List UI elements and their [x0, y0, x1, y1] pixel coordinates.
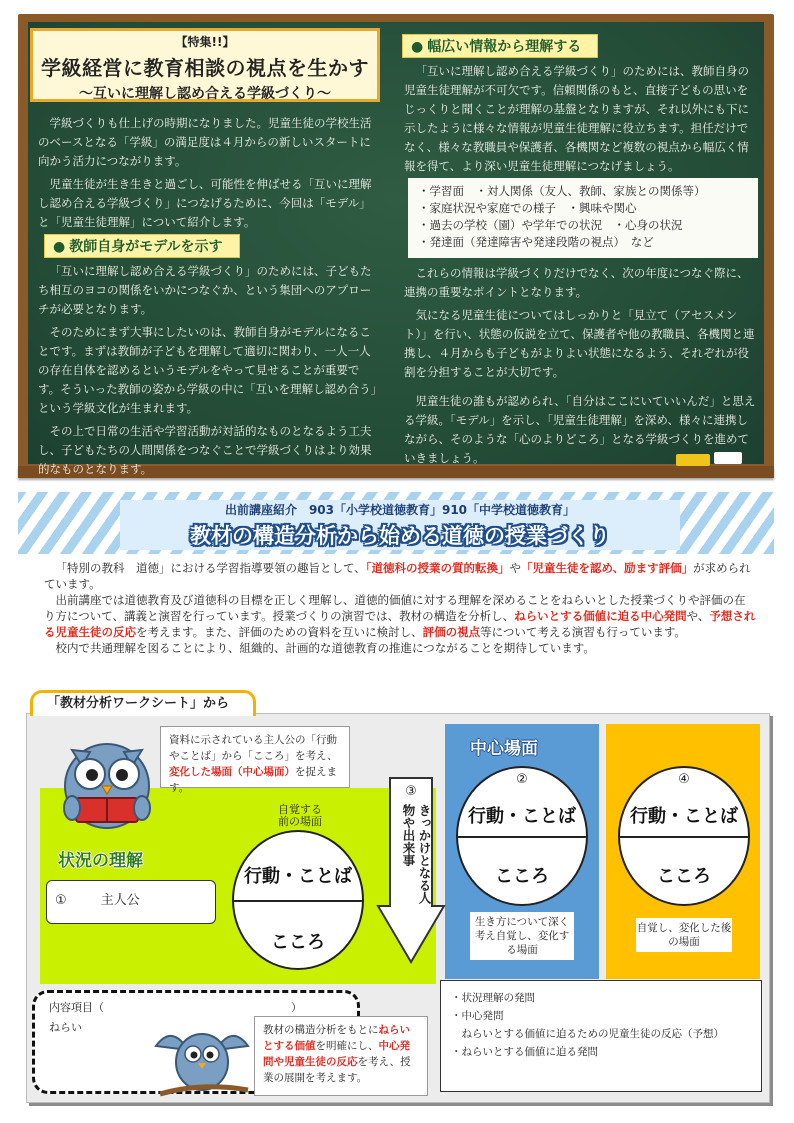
situation-label: 状況の理解	[58, 851, 143, 871]
lecture-p1-text: や	[509, 561, 522, 575]
lecture-highlight: ねらいとする価値に迫る中心発問	[514, 609, 687, 623]
section2-p3: 気になる児童生徒についてはしっかりと「見立て（アセスメント）」を行い、状態の仮説を立て、保護者や他の教職員、各機関と連携し、４月からも子どもがよりよい状態になるよう、それぞれが役割を分担することが大切です。	[404, 308, 755, 379]
section2-heading	[402, 34, 598, 58]
protagonist-number: ①	[55, 893, 67, 908]
info-list-item: ・過去の学校（園）や学年での状況 ・心身の状況	[418, 218, 683, 232]
note-item: ねらいとする価値に迫るための児童生徒の反応（予想）	[451, 1028, 724, 1040]
content-item-label: 内容項目（ ）	[49, 1001, 302, 1014]
info-list-item: ・家庭状況や家庭での様子 ・興味や関心	[418, 201, 637, 215]
section1-p2: そのためにまず大事にしたいのは、教師自身がモデルになることです。まずは教師が子どもを理解して適切に関わり、一人一人の存在自体を認めるというモデルをやって見せることが重要です。そういった教師の姿から学級の中に「互いを理解し認め合う」という学級文化が生まれます。	[38, 325, 377, 415]
circle-top-label: 行動・ことば	[630, 806, 738, 827]
before-scene-label-line: 前の場面	[278, 815, 322, 828]
section2-p2: これらの情報は学級づくりだけでなく、次の年度につなぐ際に、連携の重要なポイントとなります。	[404, 266, 749, 299]
bullet-icon: ●	[53, 239, 66, 255]
circle-bottom-label: こころ	[271, 932, 325, 953]
section1-p1: 「互いに理解し認め合える学級づくり」のためには、子どもたち相互のヨコの関係をいかにつなぐか、という集団へのアプローチが必要となります。	[38, 264, 372, 316]
lecture-highlight: 「道徳科の授業の質的転換」	[365, 561, 510, 575]
section2-p4: 児童生徒の誰もが認められ、「自分はここにいていいんだ」と思える学級。「モデル」を示し、「児童生徒理解」を深め、様々に連携しながら、そのような「心のよりどころ」となる学級づくりを進めていきましょう。	[404, 394, 756, 465]
lecture-p2-text: や、	[686, 609, 710, 623]
owl2-speech-bubble	[254, 1016, 428, 1096]
section1-heading-text: 教師自身がモデルを示す	[69, 239, 223, 255]
protagonist-box	[46, 880, 216, 924]
lecture-p2-text: を考えます。また、評価のための資料を互いに検討し、	[136, 625, 423, 639]
after-scene-number: ④	[678, 772, 690, 787]
info-list-item: ・発達面（発達障害や発達段階の視点） など	[418, 235, 654, 249]
center-scene-number: ②	[516, 772, 528, 787]
worksheet-tab: 「教材分析ワークシート」から	[30, 690, 256, 716]
before-scene-circle	[232, 830, 364, 970]
circle-top-label: 行動・ことば	[468, 806, 576, 827]
after-scene-circle	[618, 766, 750, 906]
lecture-p1	[44, 560, 756, 592]
center-scene-label: 中心場面	[470, 739, 538, 759]
speech-text: 教材の構造分析をもとに	[263, 1024, 379, 1036]
section2-body-top	[404, 62, 758, 180]
lecture-small-title: 出前講座紹介 903「小学校道徳教育」910「中学校道徳教育」	[224, 503, 576, 517]
lecture-highlight: 評価の視点	[422, 625, 481, 639]
lecture-highlight: 予想される児童生徒の反応	[44, 609, 756, 639]
owl-flying-icon	[150, 1016, 254, 1100]
after-scene-caption: 自覚し、変化した後の場面	[636, 918, 732, 952]
circle-bottom-label: こころ	[495, 866, 549, 887]
circle-top-label: 行動・ことば	[244, 866, 352, 887]
trigger-text: きっかけとなる人物や出来事	[401, 804, 432, 904]
section2-p1: 「互いに理解し認め合える学級づくり」のためには、教師自身の児童生徒理解が不可欠です。信頼関係のもと、直接子どもの思いをじっくりと聞くことが理解の基盤となりますが、それ以外にも下に示したように様々な情報が児童生徒理解に役立ちます。担任だけでなく、様々な教職員や保護者、各機関など複数の視点から幅広く情報を得て、より深い児童生徒理解につなげましょう。	[404, 64, 749, 173]
feature-intro-p1: 学級づくりも仕上げの時期になりました。児童生徒の学校生活のベースとなる「学級」の満足度は４月からの新しいスタートに向かう活力につながります。	[38, 116, 372, 168]
note-item: ・状況理解の発問	[451, 992, 535, 1004]
center-scene-caption: 生き方について深く考え自覚し、変化する場面	[470, 912, 574, 960]
speech-highlight: ねらいとする価値	[263, 1024, 410, 1052]
lecture-p1-text: 「特別の教科 道徳」における学習指導要領の趣旨として、	[55, 561, 366, 575]
before-scene-label	[260, 804, 340, 828]
before-scene-label-line: 自覚する	[278, 803, 322, 816]
speech-text: を捉えます。	[169, 766, 337, 794]
speech-text: を明確にし、	[315, 1040, 379, 1052]
section1-heading	[44, 234, 240, 258]
section2-heading-text: 幅広い情報から理解する	[427, 39, 582, 55]
feature-intro-p2: 児童生徒が生き生きと過ごし、可能性を伸ばせる「互いに理解し認め合える学級づくり」につなげるために、今回は「モデル」と「児童生徒理解」について紹介します。	[38, 177, 372, 229]
feature-intro	[38, 114, 378, 236]
feature-title-box	[30, 28, 380, 102]
lecture-intro	[44, 560, 756, 656]
circle-bottom-label: こころ	[657, 866, 711, 887]
section1-p3: その上で日常の生活や学習活動が対話的なものとなるよう工夫し、子どもたちの人間関係をつなぐことで学級づくりはより効果的なものとなります。	[38, 424, 372, 476]
arrow-number: ③	[405, 784, 417, 799]
speech-text: を考え、授業の展開を考えます。	[263, 1056, 411, 1084]
speech-text: 資料に示されている主人公の「行動やことば」から「こころ」を考え、	[169, 734, 338, 762]
owl-reading-icon	[52, 728, 162, 832]
lecture-p2	[44, 592, 756, 640]
question-notes-box	[440, 980, 762, 1092]
lecture-p2-text: 等について考える演習も行っています。	[480, 625, 686, 639]
lecture-p2-text: 出前講座では道徳教育及び道徳科の目標を正しく理解し、道徳的価値に対する理解を深めることをねらいとした授業づくりや評価の在り方について、講義と演習を行っています。授業づくりの演習では、教材の構造を分析し、	[44, 593, 746, 623]
note-item: ・中心発問	[451, 1010, 504, 1022]
feature-tag: 【特集!!】	[175, 35, 235, 49]
note-item: ・ねらいとする価値に迫る発問	[451, 1046, 598, 1058]
aim-label: ねらい	[49, 1021, 82, 1034]
lecture-title: 教材の構造分析から始める道徳の授業づくり	[190, 524, 610, 548]
feature-subtitle: ～互いに理解し認め合える学級づくり～	[79, 86, 331, 102]
center-scene-circle	[456, 766, 588, 906]
speech-highlight: 中心発問や児童生徒の反応	[263, 1040, 410, 1068]
lecture-p1-text: が求められています。	[44, 561, 751, 591]
info-list-item: ・学習面 ・対人関係（友人、教師、家族との関係等）	[418, 184, 706, 198]
lecture-highlight: 「児童生徒を認め、励ます評価」	[521, 561, 694, 575]
section2-body-bottom	[404, 264, 758, 472]
speech-highlight: 変化した場面（中心場面）	[169, 766, 295, 778]
lecture-p3: 校内で共通理解を図ることにより、組織的、計画的な道徳教育の推進につながることを期待しています。	[55, 641, 595, 655]
protagonist-label: 主人公	[100, 893, 140, 908]
feature-title: 学級経営に教育相談の視点を生かす	[41, 56, 369, 80]
info-list	[408, 178, 758, 258]
owl-speech-bubble	[160, 726, 350, 794]
bullet-icon: ●	[411, 39, 424, 55]
section1-body	[38, 262, 378, 483]
